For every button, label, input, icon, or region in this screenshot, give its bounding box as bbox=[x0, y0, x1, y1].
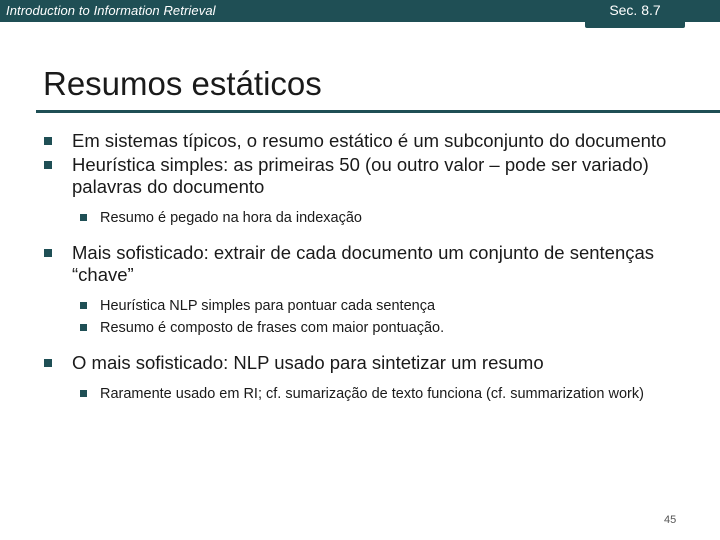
bullet-item bbox=[44, 130, 684, 152]
sub-bullet-text: Heurística NLP simples para pontuar cada sentença bbox=[100, 298, 436, 314]
sub-bullet-text: Raramente usado em RI; cf. sumarização de texto funciona (cf. summarization work) bbox=[100, 386, 644, 402]
sub-bullet-item bbox=[44, 319, 684, 338]
sub-bullet-item bbox=[44, 385, 684, 404]
sub-bullet-text: Resumo é composto de frases com maior pontuação. bbox=[100, 320, 445, 336]
bullet-text: Em sistemas típicos, o resumo estático é um subconjunto do documento bbox=[72, 130, 667, 151]
square-bullet-icon bbox=[44, 137, 52, 145]
title-divider bbox=[36, 110, 720, 113]
slide-body bbox=[44, 130, 684, 407]
square-bullet-icon bbox=[44, 249, 52, 257]
square-bullet-icon bbox=[44, 359, 52, 367]
bullet-text: Heurística simples: as primeiras 50 (ou outro valor – pode ser variado) palavras do documento bbox=[72, 154, 649, 197]
bullet-item bbox=[44, 154, 684, 198]
page-number: 45 bbox=[664, 514, 677, 526]
sub-bullet-text: Resumo é pegado na hora da indexação bbox=[100, 210, 362, 226]
square-bullet-icon bbox=[80, 390, 87, 397]
sub-bullet-item bbox=[44, 297, 684, 316]
course-title: Introduction to Information Retrieval bbox=[6, 3, 216, 18]
bullet-text: Mais sofisticado: extrair de cada documento um conjunto de sentenças “chave” bbox=[72, 242, 655, 285]
square-bullet-icon bbox=[44, 161, 52, 169]
section-label: Sec. 8.7 bbox=[585, 0, 685, 28]
bullet-text: O mais sofisticado: NLP usado para sintetizar um resumo bbox=[72, 352, 544, 373]
bullet-item bbox=[44, 352, 684, 374]
bullet-item bbox=[44, 242, 684, 286]
slide-title: Resumos estáticos bbox=[43, 65, 322, 102]
square-bullet-icon bbox=[80, 324, 87, 331]
square-bullet-icon bbox=[80, 214, 87, 221]
sub-bullet-item bbox=[44, 209, 684, 228]
square-bullet-icon bbox=[80, 302, 87, 309]
